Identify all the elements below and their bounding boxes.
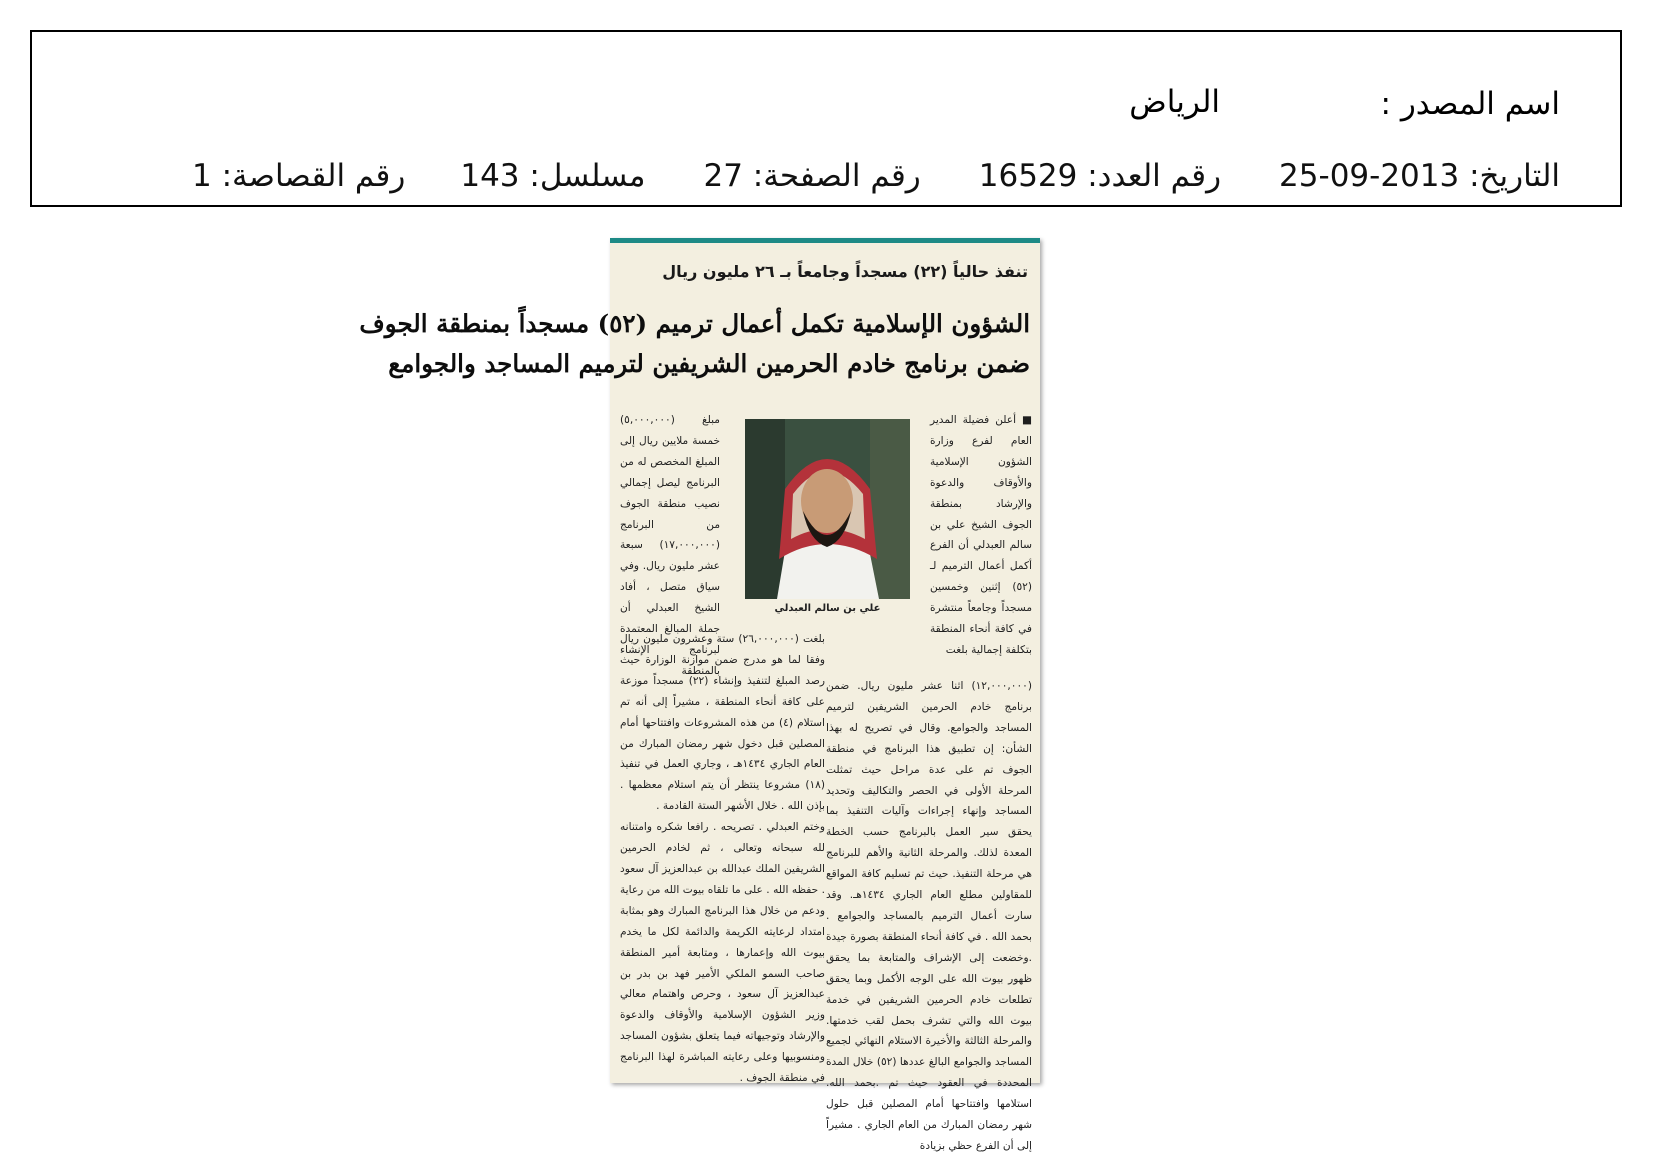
serial-field: مسلسل: 143 [460,158,646,194]
body-paragraph: ■ أعلن فضيلة المدير العام لفرع وزارة الشؤون الإسلامية والأوقاف والدعوة والإرشاد بمنطقة الجوف الشيخ علي بن سالم العبدلي أن الفرع أكمل أعمال الترميم لـ (٥٢) إثنين وخمسين مسجداً وجامعاً منتشرة في كافة أنحاء المنطقة بتكلفة إجمالية بلغت [930,414,1032,656]
article-headline [359,304,1030,384]
date-field: التاريخ: 2013-09-25 [1279,158,1560,194]
article-kicker: تنفذ حالياً (٢٢) مسجداً وجامعاً بـ ٢٦ مليون ريال [662,262,1028,281]
source-info-box [30,30,1622,207]
body-paragraph: مبلغ (٥,٠٠٠,٠٠٠) خمسة ملايين ريال إلى المبلغ المخصص له من البرنامج ليصل إجمالي نصيب منطقة الجوف من البرنامج (١٧,٠٠٠,٠٠٠) سبعة عشر مليون ريال. وفي سياق متصل ، أفاد الشيخ العبدلي أن جملة المبالغ المعتمدة لبرنامج الإنشاء بالمنطقة [620,414,720,677]
headline-line-2: ضمن برنامج خادم الحرمين الشريفين لترميم المساجد والجوامع [388,349,1030,378]
source-value: الرياض [1129,84,1220,120]
issue-number-field: رقم العدد: 16529 [978,158,1222,194]
body-paragraph: بلغت (٢٦,٠٠٠,٠٠٠) ستة وعشرون مليون ريال وفقا لما هو مدرج ضمن موازنة الوزارة حيث رصد المبلغ لتنفيذ وإنشاء (٢٢) مسجداً موزعة على كافة أنحاء المنطقة ، مشيراً إلى أنه تم استلام (٤) من هذه المشروعات وافتتاحها أمام المصلين قبل دخول شهر رمضان المبارك من العام الجاري ١٤٣٤هـ ، وجاري العمل في تنفيذ (١٨) مشروعا ينتظر أن يتم استلام معظمها . بإذن الله . خلال الأشهر الستة القادمة . [620,633,825,813]
headline-line-1: الشؤون الإسلامية تكمل أعمال ترميم (٥٢) مسجداً بمنطقة الجوف [359,309,1030,338]
page-number-field: رقم الصفحة: 27 [703,158,921,194]
clip-number-field: رقم القصاصة: 1 [192,158,406,194]
portrait-photo [745,419,910,599]
body-column-right-top [930,410,1032,661]
source-label: اسم المصدر : [1380,86,1560,122]
body-paragraph: وختم العبدلي . تصريحه . رافعا شكره وامتنانه لله سبحانه وتعالى ، ثم لخادم الحرمين الشريفين الملك عبدالله بن عبدالعزيز آل سعود . حفظه الله . على ما تلقاه بيوت الله من رعاية ودعم من خلال هذا البرنامج المبارك وهو بمثابة امتداد لرعايته الكريمة والدائمة لكل ما يخدم بيوت الله وإعمارها ، ومتابعة أمير المنطقة صاحب السمو الملكي الأمير فهد بن بدر بن عبدالعزيز آل سعود ، وحرص واهتمام معالي وزير الشؤون الإسلامية والأوقاف والدعوة والإرشاد وتوجيهاته فيما يتعلق بشؤون المساجد ومنسوبيها وعلى رعايته المباشرة لهذا البرنامج في منطقة الجوف . [620,821,825,1085]
article-photo [745,419,910,624]
body-column-right-bottom [826,676,1032,1157]
newspaper-clipping [359,238,1040,1152]
body-paragraph: (١٢,٠٠٠,٠٠٠) اثنا عشر مليون ريال. ضمن برنامج خادم الحرمين الشريفين لترميم المساجد والجوامع. وقال في تصريح له بهذا الشأن: إن تطبيق هذا البرنامج في منطقة الجوف تم على عدة مراحل حيث تمثلت المرحلة الأولى في الحصر والتكاليف وتحديد المساجد وإنهاء إجراءات وآليات التنفيذ بما يحقق سير العمل بالبرنامج حسب الخطة المعدة لذلك. والمرحلة الثانية والأهم للبرنامج هي مرحلة التنفيذ. حيث تم تسليم كافة المواقع للمقاولين مطلع العام الجاري ١٤٣٤هـ. وقد سارت أعمال الترميم بالمساجد والجوامع . بحمد الله . في كافة أنحاء المنطقة بصورة جيدة .وخضعت إلى الإشراف والمتابعة بما يحقق ظهور بيوت الله على الوجه الأكمل وبما يحقق تطلعات خادم الحرمين الشريفين في خدمة بيوت الله والتي تشرف بحمل لقب خدمتها. والمرحلة الثالثة والأخيرة الاستلام النهائي لجميع المساجد والجوامع البالغ عددها (٥٢) خلال المدة المحددة في العقود حيث تم .بحمد الله. استلامها وافتتاحها أمام المصلين قبل حلول شهر رمضان المبارك من العام الجاري . مشيراً إلى أن الفرع حظي بزيادة [826,680,1033,1152]
clipping-top-rule [610,238,1040,243]
photo-caption: علي بن سالم العبدلي [774,603,881,614]
body-column-left-bottom [620,629,825,1089]
metadata-row [192,156,1560,196]
